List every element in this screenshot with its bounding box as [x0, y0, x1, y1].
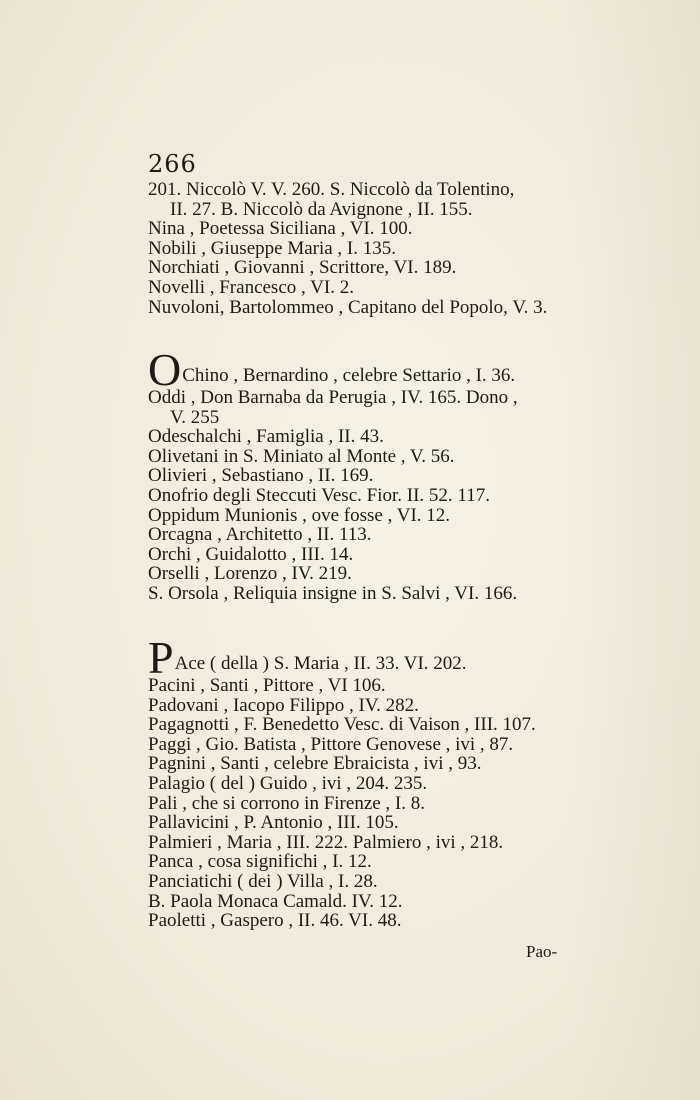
index-entry: Odeschalchi , Famiglia , II. 43. — [148, 426, 384, 448]
index-entry: V. 255 — [170, 406, 220, 428]
index-entry: Pallavicini , P. Antonio , III. 105. — [148, 812, 399, 834]
index-entry: Olivieri , Sebastiano , II. 169. — [148, 465, 374, 487]
index-entry: Panca , cosa significhi , I. 12. — [148, 851, 372, 873]
index-entry: Pagagnotti , F. Benedetto Vesc. di Vaison , III. 107. — [148, 714, 536, 736]
index-entry: Olivetani in S. Miniato al Monte , V. 56. — [148, 445, 455, 467]
page-number: 266 — [148, 150, 197, 178]
index-entry: II. 27. B. Niccolò da Avignone , II. 155. — [170, 198, 473, 220]
index-entry: Pagnini , Santi , celebre Ebraicista , ivi , 93. — [148, 753, 482, 775]
index-entry: Norchiati , Giovanni , Scrittore, VI. 189. — [148, 257, 457, 279]
index-entry: Nuvoloni, Bartolommeo , Capitano del Popolo, V. 3. — [148, 296, 548, 318]
index-section-p — [148, 632, 608, 932]
index-entry: Paggi , Gio. Batista , Pittore Genovese , ivi , 87. — [148, 733, 514, 755]
index-entry: Oppidum Munionis , ove fosse , VI. 12. — [148, 504, 451, 526]
index-entry: Palmieri , Maria , III. 222. Palmiero , ivi , 218. — [148, 831, 504, 853]
index-entry: Panciatichi ( dei ) Villa , I. 28. — [148, 870, 378, 892]
index-entry-rest: Ace ( della ) S. Maria , II. 33. VI. 202. — [174, 653, 467, 674]
index-entry: Nina , Poetessa Siciliana , VI. 100. — [148, 218, 413, 240]
index-entry-rest: Chino , Bernardino , celebre Settario , I. 36. — [182, 365, 516, 386]
index-entry: Novelli , Francesco , VI. 2. — [148, 276, 354, 298]
index-entry: Padovani , Iacopo Filippo , IV. 282. — [148, 694, 419, 716]
index-entry: Orselli , Lorenzo , IV. 219. — [148, 563, 352, 585]
index-entry: Pacini , Santi , Pittore , VI 106. — [148, 675, 386, 696]
index-entry: 201. Niccolò V. V. 260. S. Niccolò da Tolentino, — [148, 179, 515, 200]
index-entry: Nobili , Giuseppe Maria , I. 135. — [148, 237, 397, 259]
index-entry: Onofrio degli Steccuti Vesc. Fior. II. 52. 117. — [148, 484, 490, 506]
index-section-n — [148, 180, 608, 317]
index-entry: Pali , che si corrono in Firenze , I. 8. — [148, 792, 426, 814]
index-entry — [148, 632, 608, 683]
catchword: Pao- — [526, 942, 558, 961]
index-entry: S. Orsola , Reliquia insigne in S. Salvi , VI. 166. — [148, 582, 518, 604]
index-entry: Palagio ( del ) Guido , ivi , 204. 235. — [148, 772, 428, 794]
initial-letter-p: P — [148, 632, 174, 683]
index-entry: B. Paola Monaca Camald. IV. 12. — [148, 890, 403, 912]
index-section-o — [148, 344, 608, 604]
index-entry: Paoletti , Gaspero , II. 46. VI. 48. — [148, 910, 402, 932]
index-entry: Orcagna , Architetto , II. 113. — [148, 524, 372, 546]
index-entry — [148, 344, 608, 395]
index-entry: Oddi , Don Barnaba da Perugia , IV. 165. Dono , — [148, 387, 518, 408]
initial-letter-o: O — [148, 344, 182, 395]
index-entry: Orchi , Guidalotto , III. 14. — [148, 543, 354, 565]
